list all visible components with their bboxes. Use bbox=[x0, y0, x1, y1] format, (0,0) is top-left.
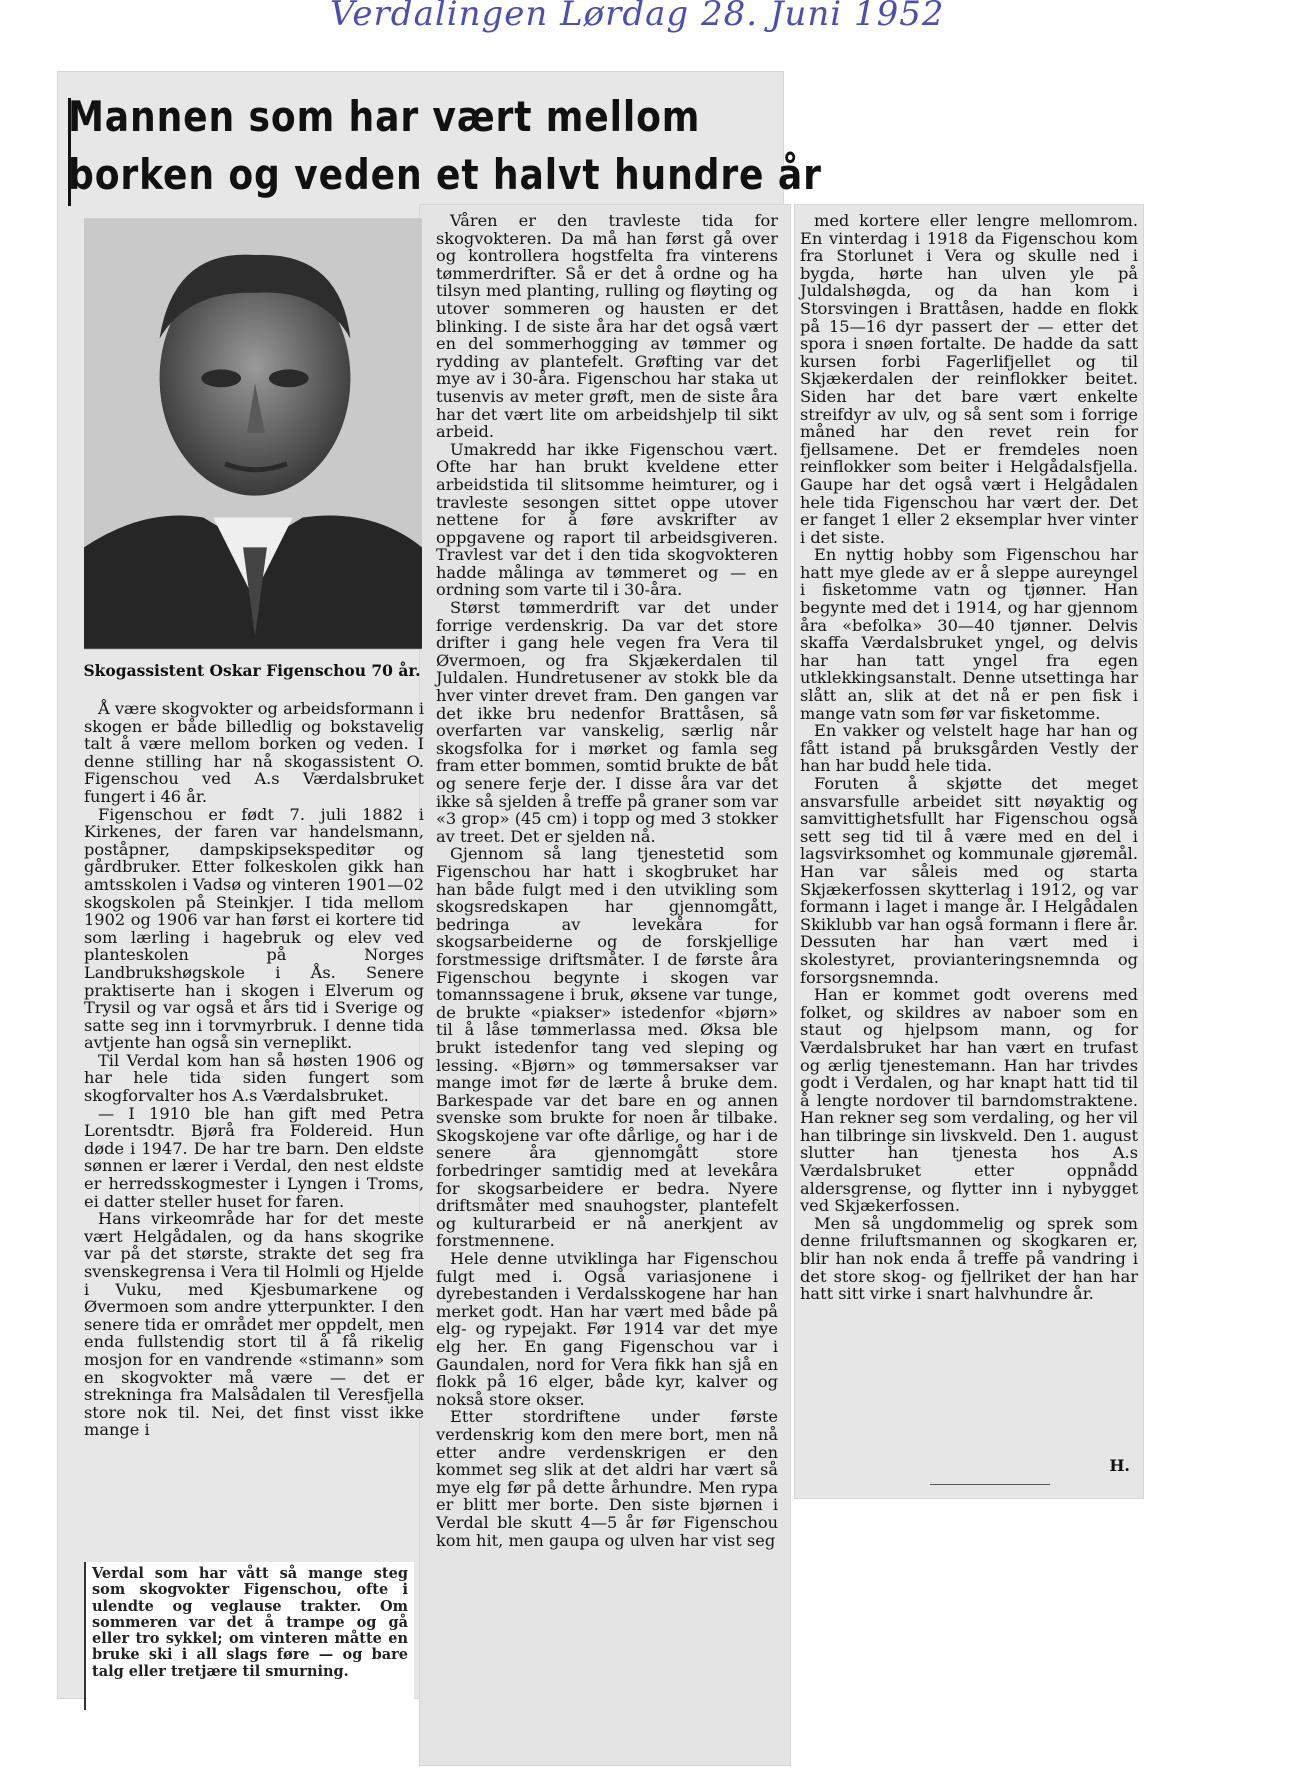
headline-line-2: borken og veden et halvt hundre år bbox=[68, 150, 822, 199]
article-column-middle bbox=[436, 212, 778, 1549]
paragraph: — I 1910 ble han gift med Petra Lorentsdtr. Bjørå fra Foldereid. Hun døde i 1947. De har tre barn. Den eldste sønnen er lærer i Verdal, den nest eldste er herredsskogmester i Lyngen i Troms, ei datter steller huset for faren. bbox=[84, 1103, 424, 1211]
paragraph: En vakker og velstelt hage har han og fått istand på bruksgården Vestly der han har budd hele tida. bbox=[800, 721, 1138, 776]
paragraph: Umakredd har ikke Figenschou vært. Ofte har han brukt kveldene etter arbeidstida til slitsomme heimturer, og i travleste sesongen sittet oppe utover nettene for å føre avskrifter av oppgavene og raport til arbeidsgiveren. Travlest var det i den tida skogvokteren hadde målinga av tømmeret og — en ordning som varte til i 30-åra. bbox=[436, 439, 778, 600]
paragraph: Han er kommet godt overens med folket, og skildres av naboer som en staut og hjelpsom mann, og for Værdalsbruket har han vært en trufast og ærlig tjenestemann. Han har trivdes godt i Verdalen, og har knapt hatt tid til å lengte nordover til barndomstraktene. Han rekner seg som verdaling, og her vil han tilbringe sin livskveld. Den 1. august slutter han tjenesta hos A.s Værdalsbruket etter oppnådd aldersgrense, og flytter inn i nybygget ved Skjækerfossen. bbox=[800, 985, 1138, 1216]
paragraph: Våren er den travleste tida for skogvokteren. Da må han først gå over og kontrollera hogstfelta fra vinterens tømmerdrifter. Så er det å ordne og ha tilsyn med planting, rulling og fløyting og utover sommeren og hausten er det blinking. I de siste åra har det også vært en del sommerhogging av tømmer og rydding av plantefelt. Grøfting var det mye av i 30-åra. Figenschou har staka ut tusenvis av meter grøft, men de siste åra har det vært lite om arbeidshjelp til sikt arbeid. bbox=[436, 211, 778, 442]
paragraph: med kortere eller lengre mellomrom. En vinterdag i 1918 da Figenschou kom fra Storlunet i Vera og skulle ned i bygda, hørte han ulven yle på Juldalshøgda, og da han kom i Storsvingen i Brattåsen, hadde en flokk på 15—16 dyr passert der — etter det spora i snøen fortalte. De hadde da satt kursen forbi Fagerlifjellet og til Skjækerdalen der reinflokker beitet. Siden har det bare vært enkelte streifdyr av ulv, og så sent som i forrige måned har den revet rein for fjellsamene. Det er fremdeles noen reinflokker som beiter i Helgådalsfjella. Gaupe har det også vært i Helgådalen hele tida Figenschou har vært der. Det er fanget 1 eller 2 eksemplar hver vinter i det siste. bbox=[800, 211, 1138, 547]
article-column-right bbox=[800, 212, 1138, 1303]
paragraph: Gjennom så lang tjenestetid som Figenschou har hatt i skogbruket har han både fulgt med i den utvikling som skogsredskapen har gjennomgått, bedringa av levekåra for skogsarbeiderne og de forskjellige forstmessige driftsmåter. I de første åra Figenschou begynte i skogen var tomannssagene i bruk, øksene var tunge, de brukte «piakser» istedenfor «bjørn» til å låse tømmerlassa med. Øksa ble brukt istedenfor tang ved sleping og lessing. «Bjørn» og tømmersakser var mange imot før de lærte å bruke dem. Barkespade var det bare en og annen svenske som brukte for noen år tilbake. Skogskojene var ofte dårlige, og har i de senere åra gjennomgått store forbedringer samtidig med at levekåra for skogsarbeidere er bedra. Nyere driftsmåter med snauhogster, plantefelt og kulturarbeid er nå anerkjent av forstmennene. bbox=[436, 844, 778, 1251]
paragraph: Hans virkeområde har for det meste vært Helgådalen, og da hans skogrike var på det største, strakte det seg fra svenskegrensa i Vera til Holmli og Hjelde i Vuku, med Kjesbumarkene og Øvermoen som andre ytterpunkter. I den senere tida er området mer oppdelt, men enda fullstendig stort til å få rikelig mosjon for en vandrende «stimann» som en skogvokter må være — det er strekninga fra Malsådalen til Veresfjella store nok til. Nei, det finst visst ikke mange i bbox=[84, 1209, 424, 1440]
headline bbox=[68, 88, 822, 204]
article-column-left bbox=[84, 700, 424, 1439]
paragraph: Etter stordriftene under første verdenskrig kom den mere bort, men nå etter andre verdenskrigen er den kommet seg slik at det aldri har vært så mye elg før på dette århundre. Men rypa er blitt mer borte. Den siste bjørnen i Verdal ble skutt 4—5 år før Figenschou kom hit, men gaupa og ulven har vist seg bbox=[436, 1407, 778, 1550]
author-signature: H. bbox=[1109, 1456, 1130, 1475]
signature-rule bbox=[930, 1484, 1050, 1485]
paragraph: En nyttig hobby som Figenschou har hatt mye glede av er å sleppe aureyngel i fisketomme vatn og tjønner. Han begynte med det i 1914, og har gjennom åra «befolka» 30—40 tjønner. Delvis skaffa Værdalsbruket yngel, og delvis har han tatt yngel fra egen utklekkingsanstalt. Denne utsettinga har slått an, slik at det nå er pen fisk i mange vatn som før var fisketomme. bbox=[800, 545, 1138, 723]
handwritten-date-note: Verdalingen Lørdag 28. Juni 1952 bbox=[330, 0, 945, 34]
portrait-photo-icon bbox=[84, 218, 422, 650]
paragraph: Å være skogvokter og arbeidsformann i skogen er både billedlig og bokstavelig talt å være mellom borken og veden. I denne stilling har nå skogassistent O. Figenschou ved A.s Værdalsbruket fungert i 46 år. bbox=[84, 699, 424, 806]
photo-caption: Skogassistent Oskar Figenschou 70 år. bbox=[83, 661, 421, 680]
paragraph: Figenschou er født 7. juli 1882 i Kirkenes, der faren var handelsmann, poståpner, dampskipsekspeditør og gårdbruker. Etter folkeskolen gikk han amtsskolen i Vadsø og vinteren 1901—02 skogskolen på Steinkjer. I tida mellom 1902 og 1906 var han først ei kortere tid som lærling i hagebruk og elev ved planteskolen på Norges Landbrukshøgskole i Ås. Senere praktiserte han i skogen i Elverum og Trysil og var også et års tid i Sverige og satte seg inn i torvmyrbruk. I denne tida avtjente han også sin verneplikt. bbox=[84, 804, 424, 1053]
paragraph: Hele denne utviklinga har Figenschou fulgt med i. Også variasjonene i dyrebestanden i Verdalsskogene har han merket godt. Han har vært med både på elg- og rypejakt. Før 1914 var det mye elg her. En gang Figenschou var i Gaundalen, nord for Vera fikk han sjå en flokk på 16 elger, både kyr, kalver og nokså store okser. bbox=[436, 1249, 778, 1409]
inset-paragraph: Verdal som har vått så mange steg som skogvokter Figenschou, ofte i ulendte og veglause trakter. Om sommeren var det å trampe og gå eller tro sykkel; om vinteren måtte en bruke ski i all slags føre — og bare talg eller tretjære til smurning. bbox=[84, 1562, 414, 1710]
paragraph: Til Verdal kom han så høsten 1906 og har hele tida siden fungert som skogforvalter hos A.s Værdalsbruket. bbox=[84, 1050, 424, 1106]
paragraph: Størst tømmerdrift var det under forrige verdenskrig. Da var det store drifter i gang hele vegen fra Vera til Øvermoen, og fra Skjækerdalen til Juldalen. Hundretusener av stokk ble da hver vinter drevet fram. Den gangen var det ikke bru nedenfor Brattåsen, så overfarten var vanskelig, særlig når skogsfolka for i mørket og famla seg fram etter bommen, somtid brukte de båt og senere ferje der. I disse åra var det ikke så sjelden å treffe på graner som var «3 grop» (45 cm) i topp og med 3 stokker av treet. Det er sjelden nå. bbox=[436, 598, 778, 846]
paragraph: Foruten å skjøtte det meget ansvarsfulle arbeidet sitt nøyaktig og samvittighetsfullt har Figenschou også sett seg tid til å være med en del i lagsvirksomhet og kommunale gjøremål. Han var såleis med og starta Skjækerfossen skytterlag i 1912, og var formann i laget i mange år. I Helgådalen Skiklubb var han også formann i flere år. Dessuten har han vært med i skolestyret, provianteringsnemnda og forsorgsnemnda. bbox=[800, 774, 1138, 987]
paragraph: Men så ungdommelig og sprek som denne friluftsmannen og skogkaren er, blir han nok enda å treffe på vandring i det store skog- og fjellriket der han har hatt sitt virke i snart halvhundre år. bbox=[800, 1213, 1138, 1304]
headline-line-1: Mannen som har vært mellom bbox=[68, 92, 701, 141]
